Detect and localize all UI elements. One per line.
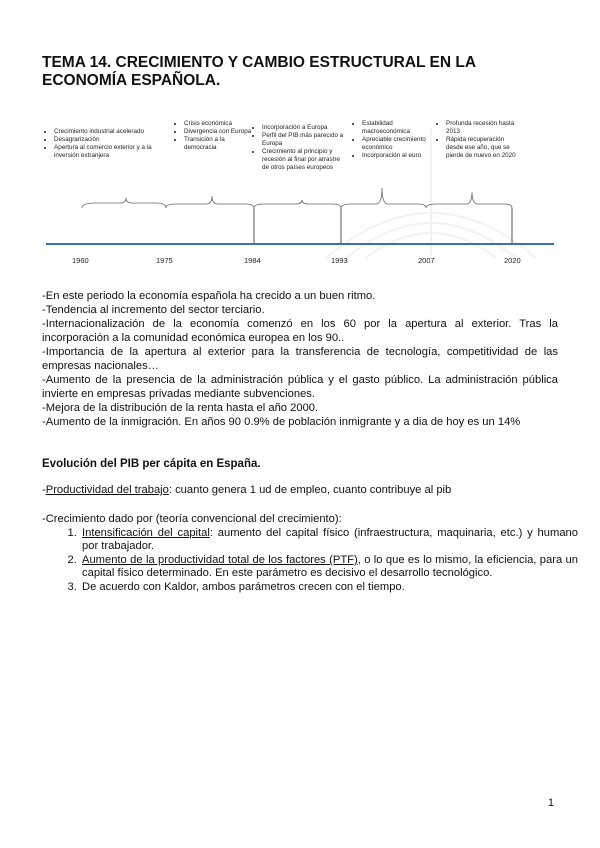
list-item — [80, 554, 578, 579]
period-item: • Apreciable crecimiento económico — [362, 136, 430, 152]
year-label: 2007 — [418, 256, 435, 265]
section-heading: Evolución del PIB per cápita en España. — [42, 458, 261, 470]
paragraph: -Importancia de la apertura al exterior para la transferencia de tecnología, competitividad de las empresas nacionales… — [42, 346, 558, 372]
period-item: • Divergencia con Europa — [184, 128, 252, 136]
brace-1993-2007 — [341, 188, 426, 208]
numbered-list — [60, 527, 578, 596]
brace-1975-1984 — [166, 196, 254, 208]
period-item: • Crecimiento al principio y recesión al final por arrastre de otros países europeos — [262, 148, 346, 172]
crecimiento-intro: -Crecimiento dado por (teoría convencional del crecimiento): — [42, 513, 342, 525]
period-item: • Desagrarización — [54, 136, 166, 144]
definition: , o lo que es lo mismo, la eficiencia, para un capital físico determinado. En este parámetro es decisivo el desarrollo tecnológico. — [82, 554, 578, 579]
paragraph: -En este periodo la economía española ha crecido a un buen ritmo. — [42, 290, 376, 302]
year-label: 1984 — [244, 256, 261, 265]
page-title: TEMA 14. CRECIMIENTO Y CAMBIO ESTRUCTURAL EN LA ECONOMÍA ESPAÑOLA. — [42, 54, 476, 89]
year-label: 1993 — [331, 256, 348, 265]
prefix: - — [42, 484, 46, 496]
period-item: • Profunda recesión hasta 2013 — [446, 120, 522, 136]
period-item: • Apertura al comercio exterior y a la inversión extranjera — [54, 144, 166, 160]
definition: : cuanto genera 1 ud de empleo, cuanto contribuye al pib — [168, 484, 452, 496]
year-label: 2020 — [504, 256, 521, 265]
paragraph: -Tendencia al incremento del sector terciario. — [42, 304, 265, 316]
period-item: • Crisis económica — [184, 120, 252, 128]
brace-1984-1993 — [254, 200, 341, 208]
timeline-diagram — [36, 108, 556, 280]
period-item: • Transición a la democracia — [184, 136, 252, 152]
list-item — [80, 581, 578, 594]
year-label: 1975 — [156, 256, 173, 265]
definition: De acuerdo con Kaldor, ambos parámetros crecen con el tiempo. — [82, 581, 405, 593]
period-item: • Estabilidad macroeconómica — [362, 120, 430, 136]
period-item: • Rápida recuperación desde ese año, que se pierde de nuevo en 2020 — [446, 136, 522, 160]
list-item — [80, 527, 578, 552]
period-item: • Perfil del PIB más parecido a Europa — [262, 132, 346, 148]
term-underlined: Productividad del trabajo — [45, 484, 169, 496]
body-paragraphs — [42, 289, 558, 429]
brace-2007-2020 — [426, 192, 512, 208]
page-number: 1 — [547, 797, 554, 809]
term-underlined: Aumento de la productividad total de los factores (PTF) — [82, 554, 358, 566]
year-label: 1960 — [72, 256, 89, 265]
definition: : aumento del capital físico (infraestructura, maquinaria, etc.) y humano por trabajador. — [82, 527, 578, 552]
timeline-braces — [36, 108, 556, 280]
paragraph: -Internacionalización de la economía comenzó en los 60 por la apertura al exterior. Tras la incorporación a la comunidad económica europea en los 90.. — [42, 318, 558, 344]
period-item: • Crecimiento industrial acelerado — [54, 128, 166, 136]
paragraph: -Aumento de la presencia de la administración pública y el gasto público. La administración pública invierte en empresas privadas mediante subvenciones. — [42, 374, 558, 400]
paragraph: -Aumento de la inmigración. En años 90 0.9% de población inmigrante y a dia de hoy es un 14% — [42, 416, 521, 428]
period-item: • Incorporación al euro — [362, 152, 430, 160]
period-item: • Incorporación a Europa — [262, 124, 346, 132]
term-underlined: Intensificación del capital — [82, 527, 210, 539]
paragraph: -Mejora de la distribución de la renta hasta el año 2000. — [42, 402, 319, 414]
brace-1960-1975 — [82, 198, 166, 208]
productividad-line — [42, 484, 451, 496]
